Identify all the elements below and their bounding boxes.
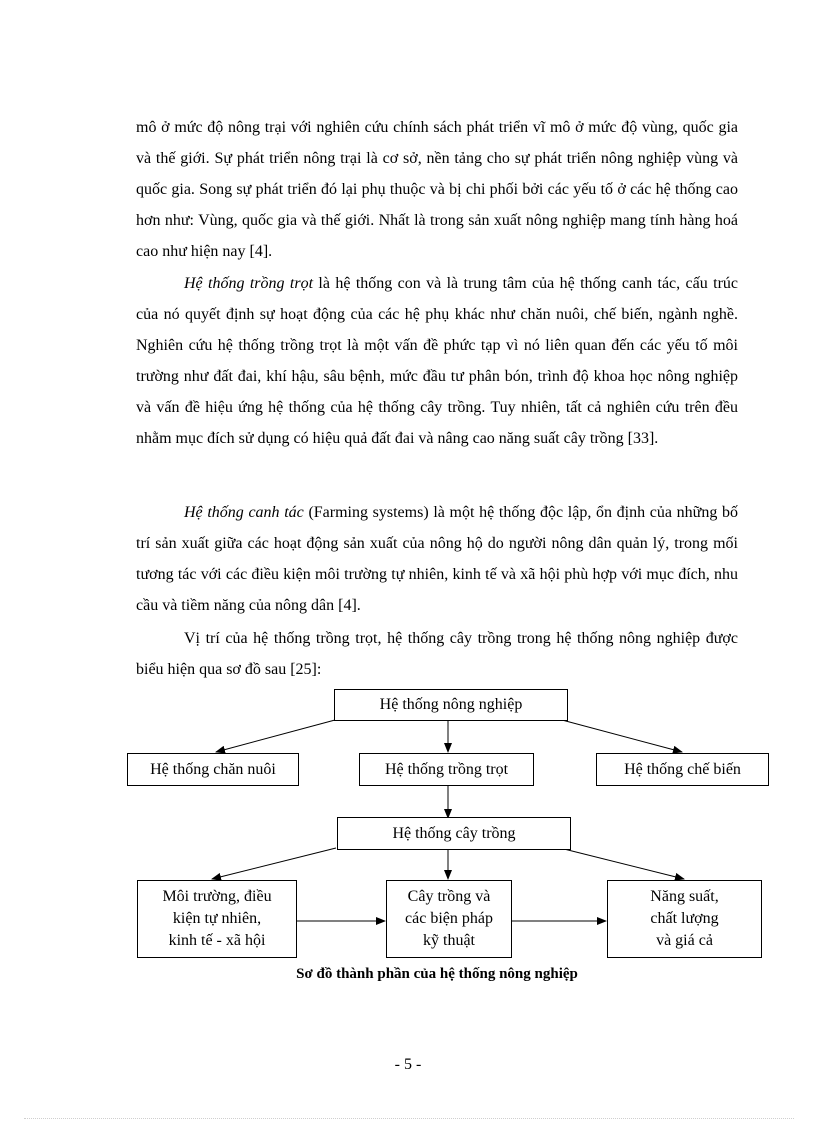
yield-line-2: chất lượng xyxy=(650,910,719,927)
arrow-cropping-to-environment xyxy=(212,848,336,879)
arrow-root-to-processing xyxy=(562,720,682,752)
techniques-line-3: kỹ thuật xyxy=(423,932,475,949)
diagram-caption: Sơ đồ thành phần của hệ thống nông nghiệp xyxy=(296,966,578,982)
term-farming-system: Hệ thống canh tác xyxy=(184,504,304,521)
box-processing-system: Hệ thống chế biến xyxy=(596,753,769,786)
footer-divider xyxy=(24,1118,794,1119)
box-cropping-system: Hệ thống cây trồng xyxy=(337,817,571,850)
paragraph-3-body: (Farming systems) là một hệ thống độc lập, ổn định của những bố trí sản xuất giữa các hoạt động sản xuất của nông hộ do người nông dân quản lý, trong mối tương tác với các điều kiện môi trường tự nhiên, kinh tế và xã hội phù hợp với mục đích, nhu cầu và tiềm năng của nông dân [4]. xyxy=(136,504,738,614)
environment-line-1: Môi trường, điều xyxy=(162,888,272,905)
page-number: - 5 - xyxy=(394,1056,422,1073)
arrow-cropping-to-yield xyxy=(560,848,684,879)
yield-line-1: Năng suất, xyxy=(650,888,719,905)
paragraph-2-body: là hệ thống con và là trung tâm của hệ thống canh tác, cấu trúc của nó quyết định sự hoạt động của các hệ phụ khác như chăn nuôi, chế biến, ngành nghề. Nghiên cứu hệ thống trồng trọt là một vấn đề phức tạp vì nó liên quan đến các yếu tố môi trường như đất đai, khí hậu, sâu bệnh, mức đầu tư phân bón, trình độ khoa học nông nghiệp và vấn đề hiệu ứng hệ thống của hệ thống cây trồng. Tuy nhiên, tất cả nghiên cứu trên đều nhằm mục đích sử dụng có hiệu quả đất đai và nâng cao năng suất cây trồng [33]. xyxy=(136,275,738,447)
environment-line-3: kinh tế - xã hội xyxy=(168,932,266,949)
yield-line-3: và giá cả xyxy=(656,932,713,949)
box-techniques xyxy=(386,880,512,958)
term-cultivation-system: Hệ thống trồng trọt xyxy=(184,275,314,292)
paragraph-1: mô ở mức độ nông trại với nghiên cứu chính sách phát triển vĩ mô ở mức độ vùng, quốc gia và thế giới. Sự phát triển nông trại là cơ sở, nền tảng cho sự phát triển nông nghiệp vùng và quốc gia. Song sự phát triển đó lại phụ thuộc và bị chi phối bởi các yếu tố ở các hệ thống cao hơn như: Vùng, quốc gia và thế giới. Nhất là trong sản xuất nông nghiệp mang tính hàng hoá cao như hiện nay [4]. xyxy=(136,119,738,260)
box-agricultural-system: Hệ thống nông nghiệp xyxy=(334,689,568,721)
arrow-root-to-livestock xyxy=(216,720,335,752)
box-livestock-system: Hệ thống chăn nuôi xyxy=(127,753,299,786)
techniques-line-2: các biện pháp xyxy=(405,910,493,927)
box-yield xyxy=(607,880,762,958)
environment-line-2: kiện tự nhiên, xyxy=(172,910,262,927)
techniques-line-1: Cây trồng và xyxy=(407,888,491,905)
box-cultivation-system: Hệ thống trồng trọt xyxy=(359,753,534,786)
paragraph-4: Vị trí của hệ thống trồng trọt, hệ thống cây trồng trong hệ thống nông nghiệp được biểu hiện qua sơ đồ sau [25]: xyxy=(136,630,738,678)
box-environment xyxy=(137,880,297,958)
